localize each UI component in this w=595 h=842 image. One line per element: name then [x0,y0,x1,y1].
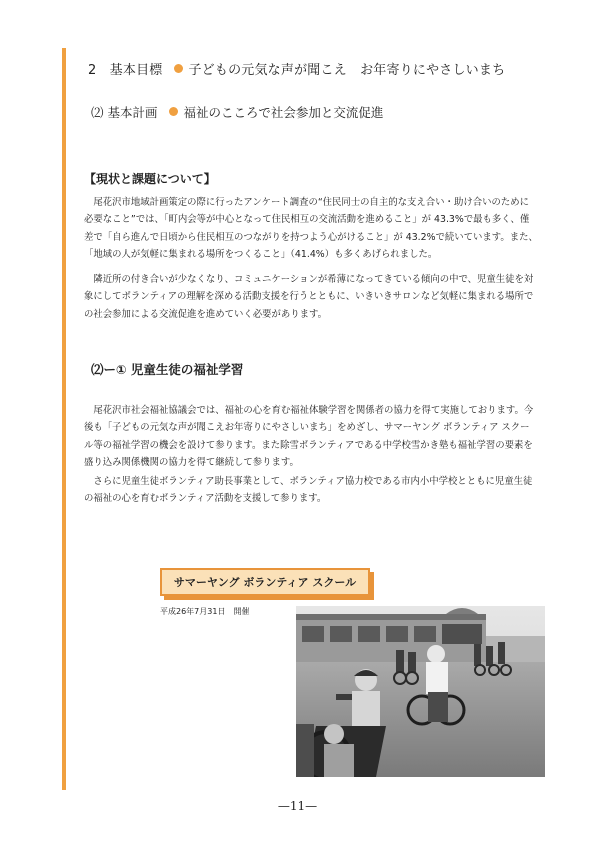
text-line: さらに児童生徒ボランティア助長事業として、ボランティア協力校である市内小中学校とともに児童生徒 [93,476,533,487]
basic-goal-heading [88,59,505,78]
wheelchair-event-photo [296,606,545,777]
text-line: 「地域の人が気軽に集まれる場所をつくること」（41.4%）も多くあげられました。 [84,248,438,260]
text-line: 隣近所の付き合いが少なくなり、コミュニケーションが希薄になってきている傾向の中で、児童生徒を対 [93,274,534,285]
section-title: 【現状と課題について】 [84,172,216,186]
event-photo [296,606,545,777]
text-line: 尾花沢市社会福祉協議会では、福祉の心を育む福祉体験学習を関係者の協力を得て実施しております。今 [93,405,534,416]
text-line: の福祉の心を育むボランティア活動を支援して参ります。 [84,493,327,505]
bullet-dot-icon [169,107,178,116]
topic-title: ⑵ー① 児童生徒の福祉学習 [91,362,244,377]
basic-goal-text: 子どもの元気な声が聞こえ お年寄りにやさしいまち [188,63,506,78]
basic-goal-prefix: 2 基本目標 [88,63,163,78]
text-line: 盛り込み関係機関の協力を得て継続して参ります。 [84,456,299,468]
photo-caption-label: サマーヤング ボランティア スクール [160,568,370,596]
left-margin-rule [62,48,66,790]
basic-plan-heading [91,103,383,121]
topic-paragraph-2 [84,473,546,508]
section-paragraph-1 [84,194,546,263]
basic-plan-text: 福祉のこころで社会参加と交流促進 [183,105,384,120]
text-line: 必要なこと”では、「町内会等が中心となって住民相互の交流活動を進めること」が 43.3%で最も多く、僅 [84,214,530,226]
text-line: の社会参加による交流促進を進めていく必要があります。 [84,308,328,320]
topic-paragraph-1 [84,402,546,471]
text-line: 後も「子どもの元気な声が聞こえお年寄りにやさしいまち」をめざし、サマーヤング ボランティア スクー [84,422,530,434]
text-line: ル等の福祉学習の機会を設けて参ります。また除雪ボランティアである中学校雪かき塾も福祉学習の要素を [84,439,533,451]
bullet-dot-icon [174,64,183,73]
text-line: 差で「自ら進んで日頃から住民相互のつながりを持つよう心がけること」が 43.2%で続いています。また、 [84,231,538,243]
text-line: 尾花沢市地域計画策定の際に行ったアンケート調査の“住民同士の自主的な支え合い・助け合いのために [93,197,529,208]
basic-plan-prefix: ⑵ 基本計画 [91,105,158,120]
event-date: 平成26年7月31日 開催 [160,607,250,616]
page-number: —11— [277,799,318,813]
text-line: 象にしてボランティアの理解を深める活動支援を行うとともに、いきいきサロンなど気軽に集まれる場所で [84,291,534,303]
section-paragraph-2 [84,271,546,323]
